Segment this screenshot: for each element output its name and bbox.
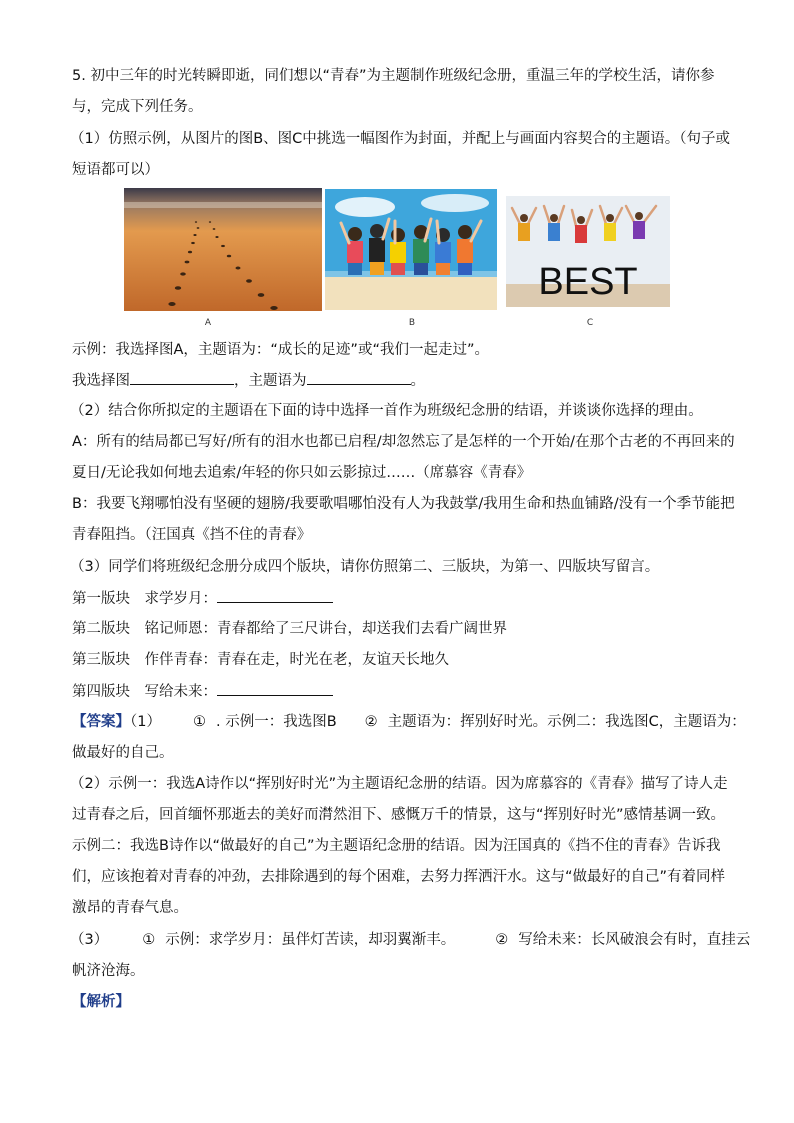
image-c-caption: C bbox=[586, 318, 594, 328]
answer-1-num: （1） bbox=[130, 714, 161, 730]
intro-line-2: 与，完成下列任务。 bbox=[72, 99, 203, 115]
best-overlay-text: BEST bbox=[538, 261, 638, 303]
circled-one-b: ① bbox=[142, 932, 156, 948]
section-3-line: 第三版块 作伴青春：青春在走，时光在老，友谊天长地久 bbox=[72, 652, 449, 668]
example-line: 示例：我选择图A，主题语为：“成长的足迹”或“我们一起走过”。 bbox=[72, 342, 489, 358]
answer-1-part-1: . 示例一：我选图B bbox=[215, 714, 337, 730]
answer-2-line-1: （2）示例一：我选A诗作以“挥别好时光”为主题语纪念册的结语。因为席慕容的《青春》描写了诗人走 bbox=[70, 776, 728, 792]
image-a-caption: A bbox=[204, 318, 212, 328]
poem-a-line-1: A：所有的结局都已写好/所有的泪水也都已启程/却忽然忘了是怎样的一个开始/在那个古老的不再回来的 bbox=[72, 434, 735, 450]
fill-label-b: ，主题语为 bbox=[234, 373, 307, 389]
answer-3-num: （3） bbox=[70, 932, 109, 948]
blank-section-1[interactable] bbox=[217, 588, 333, 603]
section-4-label: 第四版块 写给未来： bbox=[72, 684, 217, 700]
answer-2-line-3: 示例二：我选B诗作以“做最好的自己”为主题语纪念册的结语。因为汪国真的《挡不住的青春》告诉我 bbox=[72, 838, 721, 854]
answer-2-line-4: 们，应该抱着对青春的冲劲，去排除遇到的每个困难，去努力挥洒汗水。这与“做最好的自己”有着同样 bbox=[72, 869, 726, 885]
answer-3-part-2: 写给未来：长风破浪会有时，直挂云 bbox=[518, 932, 751, 948]
fill-label-a: 我选择图 bbox=[72, 373, 130, 389]
answer-3-line-1 bbox=[70, 930, 751, 950]
fill-line bbox=[72, 370, 734, 391]
beach-footprints-image bbox=[124, 188, 322, 311]
poem-b-line-2: 青春阻挡。（汪国真《挡不住的青春》 bbox=[72, 527, 312, 543]
section-1-label: 第一版块 求学岁月： bbox=[72, 591, 217, 607]
answer-1-part-2: 主题语为：挥别好时光。示例二：我选图C，主题语为： bbox=[387, 714, 746, 730]
task-1-line-2: 短语都可以） bbox=[72, 162, 159, 178]
answer-2-line-2: 过青春之后，回首缅怀那逝去的美好而潸然泪下、感慨万千的情景，这与“挥别好时光”感情基调一致。 bbox=[72, 807, 726, 823]
answer-tag: 【答案】 bbox=[72, 714, 130, 730]
section-2-line: 第二版块 铭记师恩：青春都给了三尺讲台，却送我们去看广阔世界 bbox=[72, 621, 507, 637]
analysis-line bbox=[72, 992, 734, 1012]
task-2-line: （2）结合你所拟定的主题语在下面的诗中选择一首作为班级纪念册的结语，并谈谈你选择的理由。 bbox=[70, 403, 703, 419]
section-4-line bbox=[72, 681, 734, 702]
task-1-line-1: （1）仿照示例，从图片的图B、图C中挑选一幅图作为封面，并配上与画面内容契合的主题语。（句子或 bbox=[70, 131, 731, 147]
analysis-tag: 【解析】 bbox=[72, 994, 130, 1010]
answer-2-line-5: 激昂的青春气息。 bbox=[72, 900, 188, 916]
jumping-people-image bbox=[506, 196, 670, 307]
blank-theme-phrase[interactable] bbox=[307, 370, 411, 385]
answer-3-line-2: 帆济沧海。 bbox=[72, 963, 145, 979]
intro-line-1: 5. 初中三年的时光转瞬即逝，同们想以“青春”为主题制作班级纪念册，重温三年的学校生活，请你参 bbox=[72, 68, 715, 84]
blank-section-4[interactable] bbox=[217, 681, 333, 696]
image-b-caption: B bbox=[408, 318, 416, 328]
blank-image-choice[interactable] bbox=[130, 370, 234, 385]
circled-one: ① bbox=[192, 714, 206, 730]
circled-two: ② bbox=[364, 714, 378, 730]
answer-line-1 bbox=[72, 712, 746, 732]
fill-label-c: 。 bbox=[410, 373, 425, 389]
circled-two-b: ② bbox=[495, 932, 509, 948]
section-1-line bbox=[72, 588, 734, 609]
children-waving-image bbox=[325, 189, 497, 310]
answer-1-line-2: 做最好的自己。 bbox=[72, 745, 174, 761]
poem-a-line-2: 夏日/无论我如何地去追索/年轻的你只如云影掠过……（席慕容《青春》 bbox=[72, 465, 532, 481]
task-3-line: （3）同学们将班级纪念册分成四个版块，请你仿照第二、三版块，为第一、四版块写留言。 bbox=[70, 559, 660, 575]
answer-3-part-1: 示例：求学岁月：虽伴灯苦读，却羽翼渐丰。 bbox=[165, 932, 456, 948]
poem-b-line-1: B：我要飞翔哪怕没有坚硬的翅膀/我要歌唱哪怕没有人为我鼓掌/我用生命和热血铺路/没有一个季节能把 bbox=[72, 496, 735, 512]
